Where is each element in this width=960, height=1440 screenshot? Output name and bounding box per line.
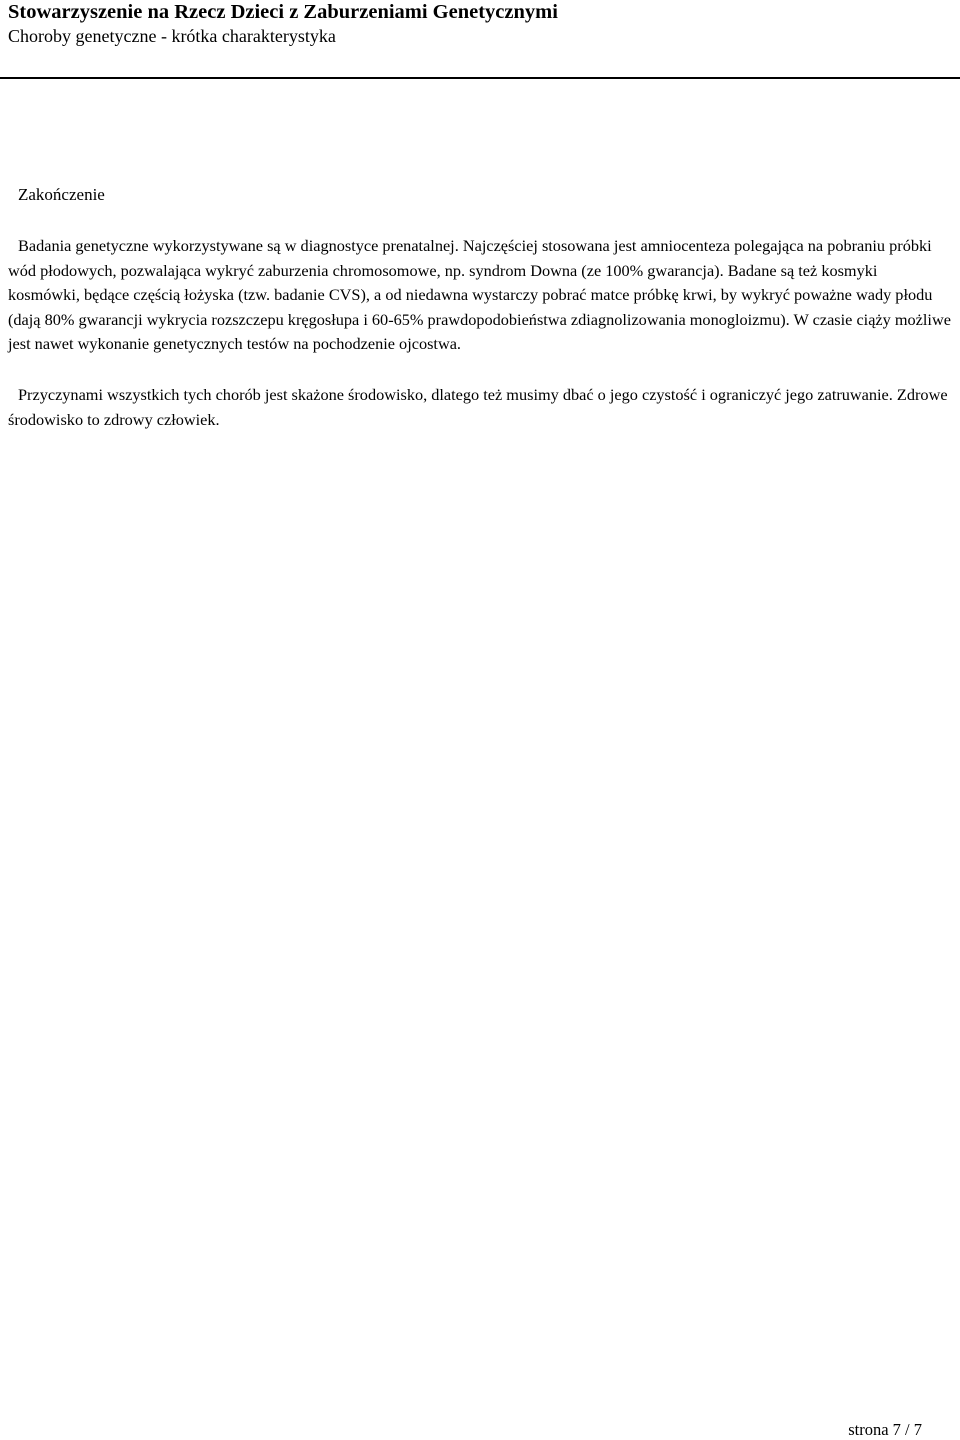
section-heading: Zakończenie [18,185,105,204]
paragraph-prenatal-diagnostics: Badania genetyczne wykorzystywane są w diagnostyce prenatalnej. Najczęściej stosowana jest amniocenteza polegająca na pobraniu próbki wód płodowych, pozwalająca wykryć zaburzenia chromosomowe, np. syndrom Downa (ze 100% gwarancja). Badane są też kosmyki kosmówki, będące częścią łożyska (tzw. badanie CVS), a od niedawna wystarczy pobrać matce próbkę krwi, by wykryć poważne wady płodu (dają 80% gwarancji wykrycia rozszczepu kręgosłupa i 60-65% prawdopodobieństwa zdiagnolizowania monogloizmu). W czasie ciąży możliwe jest nawet wykonanie genetycznych testów na pochodzenie ojcostwa. [8,236,951,354]
header-divider [0,77,960,79]
page-content [8,183,952,432]
paragraph-environment: Przyczynami wszystkich tych chorób jest skażone środowisko, dlatego też musimy dbać o jego czystość i ograniczyć jego zatruwanie. Zdrowe środowisko to zdrowy człowiek. [8,384,948,429]
page-number: strona 7 / 7 [848,1420,922,1439]
document-subtitle: Choroby genetyczne - krótka charakterystyka [8,26,336,46]
page-header [8,0,952,48]
document-title: Stowarzyszenie na Rzecz Dzieci z Zaburzeniami Genetycznymi [8,1,558,23]
